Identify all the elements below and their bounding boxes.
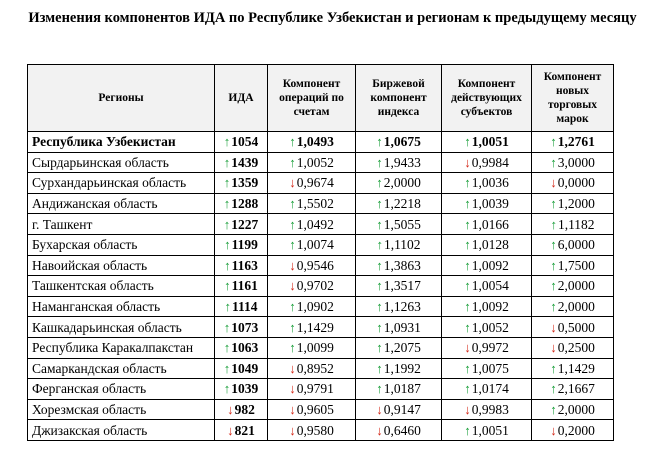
table-cell <box>268 255 356 276</box>
cell-value: 0,9546 <box>296 257 334 273</box>
cell-value: 1,0052 <box>296 154 334 170</box>
table-row <box>28 234 614 255</box>
table-cell <box>268 276 356 297</box>
arrow-down-icon: ↓ <box>289 402 296 418</box>
arrow-down-icon: ↓ <box>550 340 557 356</box>
cell-value: 0,2000 <box>557 422 595 438</box>
arrow-up-icon: ↑ <box>464 360 471 376</box>
table-cell <box>532 379 614 400</box>
cell-value: 1,0052 <box>471 319 509 335</box>
arrow-down-icon: ↓ <box>289 257 296 273</box>
arrow-up-icon: ↑ <box>223 175 231 191</box>
table-cell <box>215 152 268 173</box>
arrow-up-icon: ↑ <box>464 422 471 438</box>
region-name: Ферганская область <box>28 379 215 400</box>
table-cell <box>215 337 268 358</box>
table-cell <box>356 173 442 194</box>
table-cell <box>268 399 356 420</box>
table-cell <box>442 193 532 214</box>
cell-value: 1,0492 <box>296 216 334 232</box>
arrow-up-icon: ↑ <box>289 134 296 150</box>
arrow-up-icon: ↑ <box>550 402 557 418</box>
arrow-up-icon: ↑ <box>289 216 296 232</box>
table-cell <box>356 379 442 400</box>
table-row <box>28 276 614 297</box>
table-row <box>28 317 614 338</box>
arrow-up-icon: ↑ <box>376 175 383 191</box>
arrow-up-icon: ↑ <box>464 237 471 253</box>
cell-value: 1163 <box>231 257 258 273</box>
cell-value: 0,9605 <box>296 402 334 418</box>
table-cell <box>215 399 268 420</box>
table-cell <box>215 358 268 379</box>
table-cell <box>215 173 268 194</box>
region-name: Хорезмская область <box>28 399 215 420</box>
cell-value: 1,2761 <box>557 134 595 150</box>
arrow-down-icon: ↓ <box>376 422 383 438</box>
cell-value: 1049 <box>231 360 259 376</box>
region-name: г. Ташкент <box>28 214 215 235</box>
arrow-down-icon: ↓ <box>289 381 296 397</box>
region-name: Джизакская область <box>28 420 215 441</box>
cell-value: 1,0074 <box>296 237 334 253</box>
region-name: Сырдарьинская область <box>28 152 215 173</box>
cell-value: 1,9433 <box>383 154 421 170</box>
table-cell <box>442 317 532 338</box>
cell-value: 0,9674 <box>296 175 334 191</box>
arrow-up-icon: ↑ <box>464 319 471 335</box>
table-cell <box>532 317 614 338</box>
arrow-up-icon: ↑ <box>376 196 383 212</box>
arrow-down-icon: ↓ <box>289 278 296 294</box>
table-row <box>28 193 614 214</box>
table-cell <box>442 173 532 194</box>
cell-value: 1,0675 <box>383 134 421 150</box>
arrow-up-icon: ↑ <box>223 196 231 212</box>
arrow-up-icon: ↑ <box>223 154 231 170</box>
table-cell <box>532 152 614 173</box>
arrow-up-icon: ↑ <box>376 216 383 232</box>
table-cell <box>356 317 442 338</box>
table-row <box>28 214 614 235</box>
cell-value: 0,9791 <box>296 381 334 397</box>
cell-value: 2,0000 <box>557 299 595 315</box>
header-ida: ИДА <box>215 65 268 132</box>
cell-value: 0,2500 <box>557 340 595 356</box>
table-cell <box>442 132 532 153</box>
table-cell <box>532 234 614 255</box>
arrow-down-icon: ↓ <box>550 175 557 191</box>
table-cell <box>532 193 614 214</box>
table-cell <box>215 317 268 338</box>
cell-value: 0,6460 <box>383 422 421 438</box>
table-row <box>28 399 614 420</box>
cell-value: 1,0187 <box>383 381 421 397</box>
table-cell <box>442 214 532 235</box>
table-cell <box>268 379 356 400</box>
arrow-up-icon: ↑ <box>289 340 296 356</box>
table-cell <box>442 276 532 297</box>
arrow-down-icon: ↓ <box>289 360 296 376</box>
arrow-up-icon: ↑ <box>224 299 231 315</box>
table-cell <box>442 296 532 317</box>
cell-value: 6,0000 <box>557 237 595 253</box>
cell-value: 1,3863 <box>383 257 421 273</box>
cell-value: 1,1992 <box>383 360 421 376</box>
cell-value: 0,9983 <box>471 402 509 418</box>
table-cell <box>215 132 268 153</box>
table-cell <box>356 296 442 317</box>
cell-value: 1054 <box>231 134 259 150</box>
cell-value: 1,0931 <box>383 319 421 335</box>
table-cell <box>442 399 532 420</box>
table-cell <box>532 399 614 420</box>
cell-value: 3,0000 <box>557 154 595 170</box>
arrow-down-icon: ↓ <box>464 154 471 170</box>
arrow-up-icon: ↑ <box>376 340 383 356</box>
cell-value: 1161 <box>231 278 258 294</box>
table-cell <box>268 152 356 173</box>
cell-value: 0,8952 <box>296 360 334 376</box>
cell-value: 0,9984 <box>471 154 509 170</box>
cell-value: 1199 <box>231 237 258 253</box>
arrow-up-icon: ↑ <box>223 381 231 397</box>
table-cell <box>215 420 268 441</box>
table-cell <box>268 317 356 338</box>
table-cell <box>356 420 442 441</box>
cell-value: 1,1429 <box>557 360 595 376</box>
region-name: Самаркандская область <box>28 358 215 379</box>
cell-value: 821 <box>234 422 255 438</box>
arrow-up-icon: ↑ <box>550 278 557 294</box>
cell-value: 0,5000 <box>557 319 595 335</box>
arrow-down-icon: ↓ <box>227 402 234 418</box>
cell-value: 1,0051 <box>471 134 509 150</box>
cell-value: 1,0075 <box>471 360 509 376</box>
cell-value: 1,0054 <box>471 278 509 294</box>
cell-value: 1,5055 <box>383 216 421 232</box>
cell-value: 1,2075 <box>383 340 421 356</box>
table-cell <box>442 152 532 173</box>
table-cell <box>532 276 614 297</box>
arrow-down-icon: ↓ <box>289 175 296 191</box>
table-cell <box>356 132 442 153</box>
arrow-up-icon: ↑ <box>464 381 471 397</box>
table-cell <box>442 255 532 276</box>
cell-value: 1,1102 <box>383 237 421 253</box>
cell-value: 1,0493 <box>296 134 334 150</box>
arrow-up-icon: ↑ <box>550 360 557 376</box>
table-row <box>28 420 614 441</box>
header-new-trademarks: Компонент новых торговых марок <box>532 65 614 132</box>
arrow-up-icon: ↑ <box>464 134 471 150</box>
table-cell <box>442 379 532 400</box>
arrow-down-icon: ↓ <box>227 422 234 438</box>
arrow-up-icon: ↑ <box>223 340 231 356</box>
cell-value: 1073 <box>231 319 259 335</box>
table-cell <box>532 255 614 276</box>
table-body <box>28 132 614 441</box>
arrow-up-icon: ↑ <box>464 196 471 212</box>
arrow-up-icon: ↑ <box>376 257 383 273</box>
cell-value: 0,0000 <box>557 175 595 191</box>
region-name: Кашкадарьинская область <box>28 317 215 338</box>
table-row <box>28 296 614 317</box>
cell-value: 982 <box>234 402 255 418</box>
arrow-down-icon: ↓ <box>550 319 557 335</box>
arrow-up-icon: ↑ <box>376 381 383 397</box>
table-cell <box>442 420 532 441</box>
table-cell <box>442 337 532 358</box>
cell-value: 1,3517 <box>383 278 421 294</box>
table-cell <box>532 214 614 235</box>
region-name: Ташкентская область <box>28 276 215 297</box>
cell-value: 1063 <box>231 340 259 356</box>
cell-value: 0,9580 <box>296 422 334 438</box>
table-cell <box>268 173 356 194</box>
table-cell <box>268 193 356 214</box>
table-cell <box>356 255 442 276</box>
header-active-entities: Компонент действующих субъектов <box>442 65 532 132</box>
region-name: Навоийская область <box>28 255 215 276</box>
cell-value: 1,0902 <box>296 299 334 315</box>
region-name: Сурхандарьинская область <box>28 173 215 194</box>
arrow-up-icon: ↑ <box>464 216 471 232</box>
table-cell <box>532 337 614 358</box>
arrow-up-icon: ↑ <box>289 237 296 253</box>
table-row <box>28 152 614 173</box>
cell-value: 1,2218 <box>383 196 421 212</box>
table-row <box>28 337 614 358</box>
arrow-down-icon: ↓ <box>550 422 557 438</box>
region-name: Наманганская область <box>28 296 215 317</box>
cell-value: 1,0036 <box>471 175 509 191</box>
arrow-up-icon: ↑ <box>289 154 296 170</box>
table-cell <box>356 234 442 255</box>
arrow-up-icon: ↑ <box>464 175 471 191</box>
arrow-up-icon: ↑ <box>550 237 557 253</box>
region-name: Андижанская область <box>28 193 215 214</box>
arrow-up-icon: ↑ <box>376 299 383 315</box>
table-cell <box>356 358 442 379</box>
table-row <box>28 255 614 276</box>
table-cell <box>532 420 614 441</box>
arrow-up-icon: ↑ <box>376 319 383 335</box>
ida-table <box>27 64 614 441</box>
table-cell <box>215 234 268 255</box>
cell-value: 2,0000 <box>557 402 595 418</box>
arrow-up-icon: ↑ <box>550 299 557 315</box>
table-cell <box>532 173 614 194</box>
table-cell <box>532 296 614 317</box>
region-name: Республика Узбекистан <box>28 132 215 153</box>
cell-value: 0,9702 <box>296 278 334 294</box>
table-cell <box>532 358 614 379</box>
arrow-up-icon: ↑ <box>223 216 231 232</box>
cell-value: 1,0166 <box>471 216 509 232</box>
cell-value: 1114 <box>231 299 258 315</box>
cell-value: 1039 <box>231 381 259 397</box>
cell-value: 1,0039 <box>471 196 509 212</box>
cell-value: 1,0174 <box>471 381 509 397</box>
table-cell <box>215 255 268 276</box>
region-name: Бухарская область <box>28 234 215 255</box>
table-cell <box>268 132 356 153</box>
table-cell <box>215 276 268 297</box>
cell-value: 2,1667 <box>557 381 595 397</box>
arrow-down-icon: ↓ <box>464 402 471 418</box>
cell-value: 1,0092 <box>471 257 509 273</box>
arrow-up-icon: ↑ <box>464 278 471 294</box>
cell-value: 1,2000 <box>557 196 595 212</box>
table-cell <box>442 234 532 255</box>
cell-value: 1359 <box>231 175 259 191</box>
cell-value: 2,0000 <box>383 175 421 191</box>
table-cell <box>356 399 442 420</box>
table-row <box>28 358 614 379</box>
table-cell <box>268 234 356 255</box>
cell-value: 0,9972 <box>471 340 509 356</box>
region-name: Республика Каракалпакстан <box>28 337 215 358</box>
cell-value: 1,1429 <box>296 319 334 335</box>
table-cell <box>268 358 356 379</box>
table-cell <box>356 152 442 173</box>
cell-value: 1227 <box>231 216 259 232</box>
table-cell <box>356 337 442 358</box>
arrow-up-icon: ↑ <box>464 299 471 315</box>
arrow-up-icon: ↑ <box>550 196 557 212</box>
arrow-up-icon: ↑ <box>464 257 471 273</box>
cell-value: 1,5502 <box>296 196 334 212</box>
arrow-up-icon: ↑ <box>289 299 296 315</box>
table-cell <box>215 214 268 235</box>
arrow-down-icon: ↓ <box>376 402 383 418</box>
cell-value: 1,0099 <box>296 340 334 356</box>
table-cell <box>442 358 532 379</box>
arrow-up-icon: ↑ <box>289 196 296 212</box>
table-header-row <box>28 65 614 132</box>
arrow-up-icon: ↑ <box>550 154 557 170</box>
table-cell <box>356 193 442 214</box>
arrow-up-icon: ↑ <box>550 381 557 397</box>
cell-value: 1,1263 <box>383 299 421 315</box>
arrow-up-icon: ↑ <box>289 319 296 335</box>
arrow-down-icon: ↓ <box>464 340 471 356</box>
arrow-up-icon: ↑ <box>376 134 383 150</box>
header-exchange-component: Биржевой компонент индекса <box>356 65 442 132</box>
table-cell <box>268 296 356 317</box>
header-account-operations: Компонент операций по счетам <box>268 65 356 132</box>
arrow-up-icon: ↑ <box>550 134 557 150</box>
table-row <box>28 173 614 194</box>
arrow-up-icon: ↑ <box>224 237 231 253</box>
arrow-up-icon: ↑ <box>376 360 383 376</box>
arrow-up-icon: ↑ <box>223 360 231 376</box>
cell-value: 0,9147 <box>383 402 421 418</box>
table-cell <box>215 379 268 400</box>
table-cell <box>268 214 356 235</box>
table-cell <box>268 337 356 358</box>
arrow-up-icon: ↑ <box>376 154 383 170</box>
arrow-up-icon: ↑ <box>224 257 231 273</box>
arrow-up-icon: ↑ <box>550 257 557 273</box>
table-row <box>28 379 614 400</box>
cell-value: 1,0092 <box>471 299 509 315</box>
arrow-up-icon: ↑ <box>376 278 383 294</box>
table-row <box>28 132 614 153</box>
cell-value: 1,0051 <box>471 422 509 438</box>
table-cell <box>356 276 442 297</box>
cell-value: 1439 <box>231 154 259 170</box>
cell-value: 1,1182 <box>557 216 595 232</box>
cell-value: 1,0128 <box>471 237 509 253</box>
cell-value: 2,0000 <box>557 278 595 294</box>
arrow-up-icon: ↑ <box>224 278 231 294</box>
page-title: Изменения компонентов ИДА по Республике Узбекистан и регионам к предыдущему месяцу <box>28 10 637 26</box>
cell-value: 1288 <box>231 196 259 212</box>
arrow-up-icon: ↑ <box>223 134 231 150</box>
table-cell <box>268 420 356 441</box>
table-cell <box>215 296 268 317</box>
arrow-up-icon: ↑ <box>376 237 383 253</box>
table-cell <box>532 132 614 153</box>
table-cell <box>356 214 442 235</box>
header-regions: Регионы <box>28 65 215 132</box>
cell-value: 1,7500 <box>557 257 595 273</box>
arrow-up-icon: ↑ <box>223 319 231 335</box>
arrow-up-icon: ↑ <box>550 216 557 232</box>
table-cell <box>215 193 268 214</box>
arrow-down-icon: ↓ <box>289 422 296 438</box>
